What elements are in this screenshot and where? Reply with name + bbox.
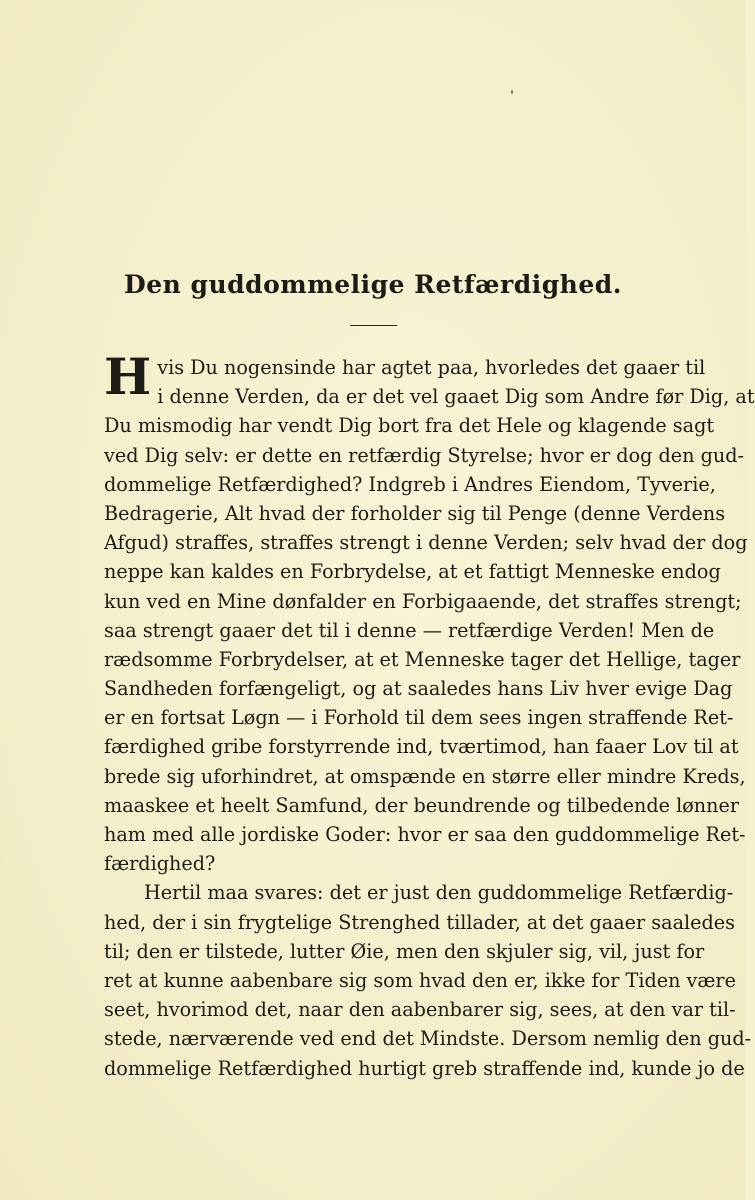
text-line: Sandheden forfængeligt, og at saaledes hans Liv hver evige Dag (104, 677, 733, 701)
text-line: Afgud) straffes, straffes strengt i denne Verden; selv hvad der dog (104, 531, 748, 555)
text-line: saa strengt gaaer det til i denne — retfærdige Verden! Men de (104, 618, 715, 642)
text-line: dommelige Retfærdighed? Indgreb i Andres Eiendom, Tyverie, (104, 472, 716, 496)
text-line: i denne Verden, da er det vel gaaet Dig som Andre før Dig, at (157, 385, 755, 409)
text-line: neppe kan kaldes en Forbrydelse, at et fattigt Menneske endog (104, 560, 721, 584)
text-line: ret at kunne aabenbare sig som hvad den er, ikke for Tiden være (104, 968, 736, 992)
text-line: rædsomme Forbrydelser, at et Menneske tager det Hellige, tager (104, 647, 741, 671)
text-line: dommelige Retfærdighed hurtigt greb straffende ind, kunde jo de (104, 1056, 745, 1080)
text-line: vis Du nogensinde har agtet paa, hvorledes det gaaer til (157, 356, 706, 379)
text-line: seet, hvorimod det, naar den aabenbarer sig, sees, at den var til- (104, 998, 736, 1022)
title-divider (350, 325, 397, 326)
text-line: Du mismodig har vendt Dig bort fra det Hele og klagende sagt (104, 414, 715, 438)
text-line: stede, nærværende ved end det Mindste. Dersom nemlig den gud- (104, 1027, 752, 1051)
text-line: brede sig uforhindret, at omspænde en større eller mindre Kreds, (104, 764, 746, 788)
text-line: Bedragerie, Alt hvad der forholder sig til Penge (denne Verdens (104, 501, 726, 525)
paragraph-2 (104, 878, 752, 1082)
paper-speck (511, 90, 513, 94)
text-line: er en fortsat Løgn — i Forhold til dem sees ingen straffende Ret- (104, 706, 734, 730)
paragraph-1 (104, 347, 755, 878)
text-line: til; den er tilstede, lutter Øie, men den skjuler sig, vil, just for (104, 939, 705, 963)
text-line: kun ved en Mine dønfalder en Forbigaaende, det straffes strengt; (104, 589, 742, 613)
text-line: ham med alle jordiske Goder: hvor er saa den guddommelige Ret- (104, 823, 746, 846)
drop-cap: H (104, 347, 152, 406)
text-line: Hertil maa svares: det er just den guddommelige Retfærdig- (144, 881, 734, 905)
text-line: ved Dig selv: er dette en retfærdig Styrelse; hvor er dog den gud- (104, 443, 745, 467)
chapter-title: Den guddommelige Retfærdighed. (124, 270, 622, 299)
body-text (104, 347, 755, 1083)
text-line: hed, der i sin frygtelige Strenghed tillader, at det gaaer saaledes (104, 910, 736, 934)
text-line: maaskee et heelt Samfund, der beundrende og tilbedende lønner (104, 793, 739, 817)
text-line: færdighed gribe forstyrrende ind, tværtimod, han faaer Lov til at (104, 735, 739, 759)
text-line: færdighed? (104, 852, 216, 876)
